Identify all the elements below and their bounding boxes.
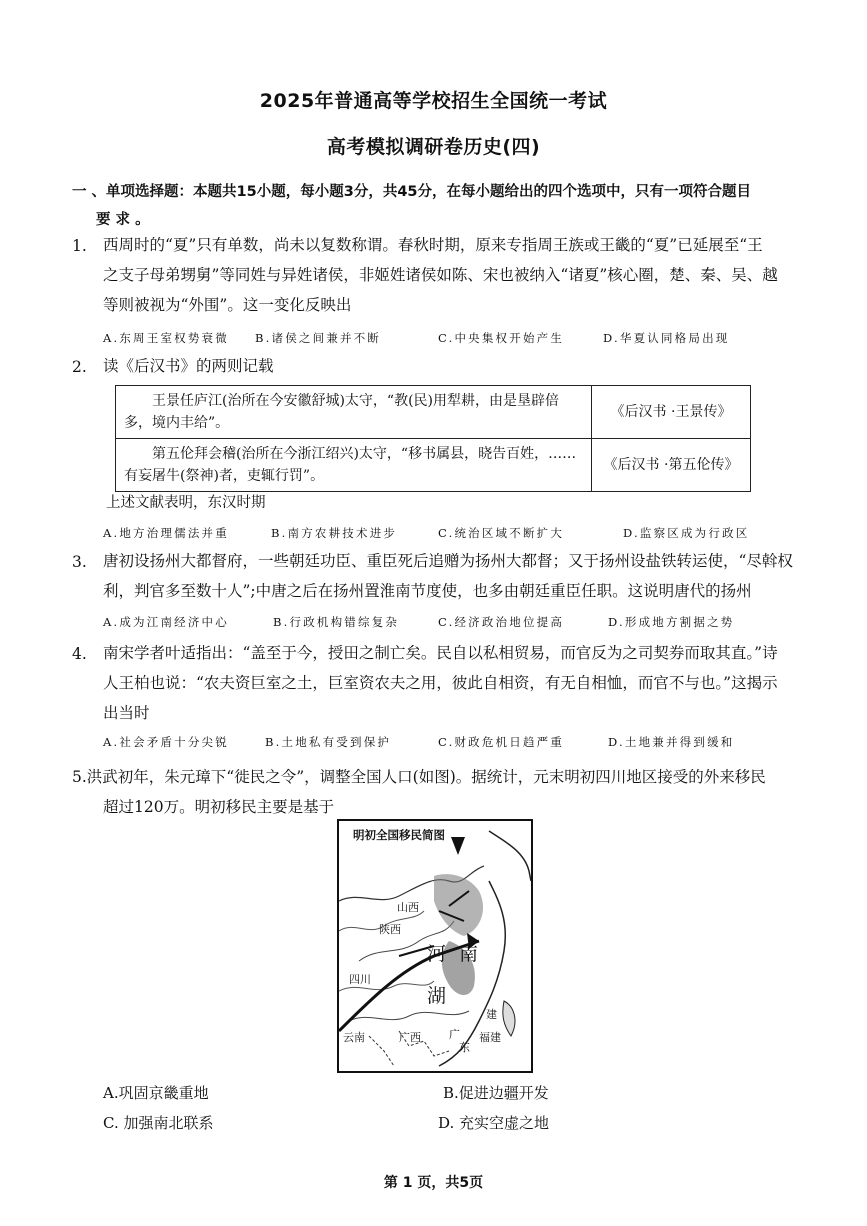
option-c[interactable]: C. 加强南北联系 xyxy=(103,1114,214,1132)
question-1-options xyxy=(103,330,803,346)
section-heading-cont: 要 求 。 xyxy=(96,212,150,228)
option-c[interactable]: C.经济政治地位提高 xyxy=(438,615,565,629)
table-row xyxy=(116,439,751,492)
option-d[interactable]: D.监察区成为行政区 xyxy=(623,526,750,540)
option-d[interactable]: D. 充实空虚之地 xyxy=(438,1114,550,1132)
source-text: 王景任庐江(治所在今安徽舒城)太守，“教(民)用犁耕，由是垦辟倍多，境内丰给”。 xyxy=(116,386,592,439)
option-a[interactable]: A.地方治理儒法并重 xyxy=(103,526,229,540)
option-d[interactable]: D.形成地方割据之势 xyxy=(608,615,735,629)
option-c[interactable]: C.财政危机日趋严重 xyxy=(438,735,565,749)
map-label: 建 xyxy=(486,1008,497,1021)
question-1-text xyxy=(103,230,778,320)
option-c[interactable]: C.中央集权开始产生 xyxy=(438,331,565,345)
map-label: 广西 xyxy=(399,1031,421,1044)
text-line: 出当时 xyxy=(103,704,150,722)
map-label: 河 xyxy=(427,943,447,965)
question-number: 5. xyxy=(72,768,87,786)
text-line: 等则被视为“外围”。这一变化反映出 xyxy=(103,296,352,314)
option-c[interactable]: C.统治区域不断扩大 xyxy=(438,526,565,540)
map-label: 陕西 xyxy=(379,923,401,936)
option-a[interactable]: A.社会矛盾十分尖锐 xyxy=(103,735,229,749)
question-3-options xyxy=(103,614,803,630)
option-a[interactable]: A.成为江南经济中心 xyxy=(103,615,229,629)
question-3-text xyxy=(103,546,793,606)
exam-subtitle: 高考模拟调研卷历史(四) xyxy=(326,136,541,158)
page-number: 第 1 页，共5页 xyxy=(383,1175,484,1191)
option-b[interactable]: B.南方农耕技术进步 xyxy=(271,526,398,540)
question-2-after: 上述文献表明，东汉时期 xyxy=(106,495,266,511)
map-label: 南 xyxy=(459,943,479,965)
option-b[interactable]: B.土地私有受到保护 xyxy=(265,735,392,749)
option-a[interactable]: A.巩固京畿重地 xyxy=(103,1084,209,1102)
table-row xyxy=(116,386,751,439)
source-citation: 《后汉书 ·王景传》 xyxy=(592,386,751,439)
question-number: 1. xyxy=(72,237,87,255)
source-citation: 《后汉书 ·第五伦传》 xyxy=(592,439,751,492)
exam-title: 2025年普通高等学校招生全国统一考试 xyxy=(259,90,608,112)
map-label: 湖 xyxy=(427,985,447,1007)
option-d[interactable]: D.土地兼并得到缓和 xyxy=(608,735,735,749)
map-label: 山西 xyxy=(397,901,419,914)
option-d[interactable]: D.华夏认同格局出现 xyxy=(603,331,730,345)
text-line: 唐初设扬州大都督府，一些朝廷功臣、重臣死后追赠为扬州大都督；又于扬州设盐铁转运使，“尽斡权 xyxy=(103,552,793,570)
option-a[interactable]: A.东周王室权势衰微 xyxy=(103,331,229,345)
source-table xyxy=(115,385,751,492)
map-label: 广 xyxy=(449,1028,460,1041)
question-2-text: 读《后汉书》的两则记载 xyxy=(103,357,274,375)
text-line-content: 洪武初年，朱元璋下“徙民之令”，调整全国人口(如图)。据统计，元末明初四川地区接受的外来移民 xyxy=(86,768,766,786)
text-line: 人王柏也说：“农夫资巨室之土，巨室资农夫之用，彼此自相资，有无自相恤，而官不与也。”这揭示 xyxy=(103,674,778,692)
question-4-text xyxy=(103,638,778,728)
question-number: 4. xyxy=(72,645,87,663)
map-label: 云南 xyxy=(343,1031,365,1044)
text-line: 西周时的“夏”只有单数，尚未以复数称谓。春秋时期，原来专指周王族或王畿的“夏”已延展至“王 xyxy=(103,236,763,254)
option-b[interactable]: B.诸侯之间兼并不断 xyxy=(255,331,382,345)
map-label: 东 xyxy=(459,1041,470,1054)
question-2-options xyxy=(103,525,803,541)
map-title: 明初全国移民简图 xyxy=(353,828,445,842)
section-heading: 一 、单项选择题：本题共15小题，每小题3分，共45分，在每小题给出的四个选项中，只有一项符合题目 xyxy=(72,184,751,200)
map-label: 四川 xyxy=(349,973,371,986)
option-b[interactable]: B.行政机构错综复杂 xyxy=(273,615,400,629)
option-b[interactable]: B.促进边疆开发 xyxy=(443,1084,549,1102)
question-number: 2. xyxy=(72,358,87,376)
text-line: 超过120万。明初移民主要是基于 xyxy=(103,798,335,816)
question-number: 3. xyxy=(72,553,87,571)
question-5-text xyxy=(72,762,766,822)
map-label: 福建 xyxy=(479,1031,501,1044)
migration-map xyxy=(337,819,533,1073)
source-text: 第五伦拜会稽(治所在今浙江绍兴)太守，“移书属县，晓告百姓，……有妄屠牛(祭神)者，吏辄行罚”。 xyxy=(116,439,592,492)
text-line: 之支子母弟甥舅”等同姓与异姓诸侯，非姬姓诸侯如陈、宋也被纳入“诸夏”核心圈，楚、秦、吴、越 xyxy=(103,266,778,284)
text-line: 南宋学者叶适指出：“盖至于今，授田之制亡矣。民自以私相贸易，而官反为之司契券而取其直。”诗 xyxy=(103,644,778,662)
text-line: 利，判官多至数十人”;中唐之后在扬州置淮南节度使，也多由朝廷重臣任职。这说明唐代的扬州 xyxy=(103,582,752,600)
text-line xyxy=(72,762,766,792)
question-4-options xyxy=(103,734,803,750)
